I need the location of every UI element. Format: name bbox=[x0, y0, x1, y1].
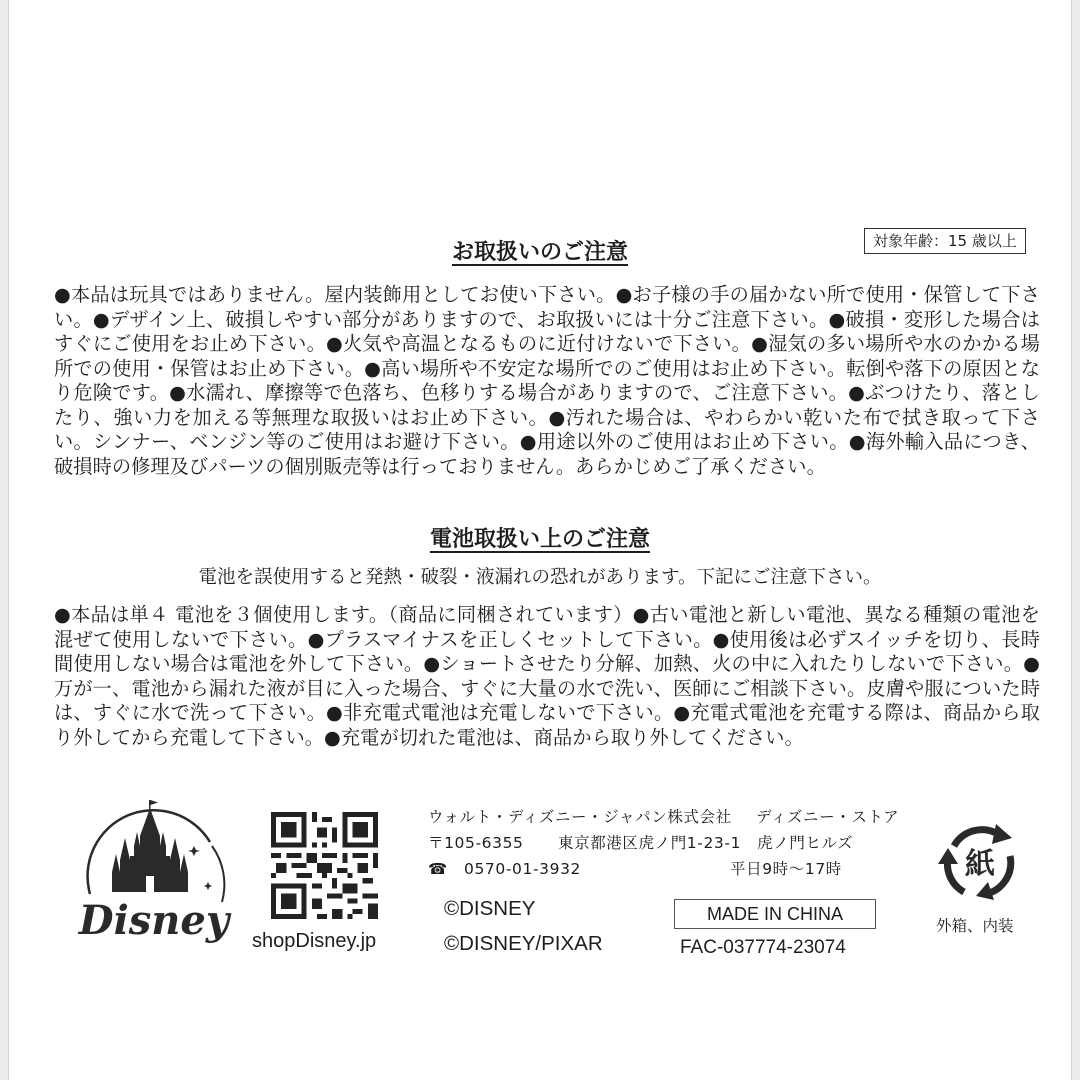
recycle-mark-text: 紙 bbox=[965, 847, 995, 882]
address-row bbox=[428, 830, 854, 856]
shop-url-link[interactable]: shopDisney.jp bbox=[252, 930, 377, 952]
qr-code-icon[interactable] bbox=[271, 812, 378, 919]
age-rating-badge: 対象年齢：15 歳以上 bbox=[864, 228, 1026, 254]
battery-lead: 電池を誤使用すると発熱・破裂・液漏れの恐れがあります。下記にご注意下さい。 bbox=[198, 567, 882, 588]
copyright-disney-pixar: ©DISNEY/PIXAR bbox=[444, 932, 603, 955]
handling-section-title bbox=[0, 239, 1080, 267]
address: 東京都港区虎ノ門1-23-1 虎ノ門ヒルズ bbox=[558, 834, 854, 852]
disney-castle-logo bbox=[72, 798, 238, 954]
paper-recycle-mark-icon bbox=[936, 820, 1024, 904]
store-name: ディズニー・ストア bbox=[756, 808, 900, 826]
phone-row bbox=[428, 856, 842, 882]
company-info bbox=[428, 804, 900, 882]
company-name: ウォルト・ディズニー・ジャパン株式会社 bbox=[428, 808, 732, 826]
made-in-label: MADE IN CHINA bbox=[674, 899, 876, 929]
handling-title-text: お取扱いのご注意 bbox=[451, 240, 628, 265]
business-hours: 平日9時～17時 bbox=[730, 860, 842, 878]
battery-section-title bbox=[0, 526, 1080, 554]
postal-code: 〒105-6355 bbox=[428, 834, 524, 852]
handling-notes: ●本品は玩具ではありません。屋内装飾用としてお使い下さい。●お子様の手の届かない所で使用・保管して下さい。●デザイン上、破損しやすい部分がありますので、お取扱いには十分ご注意下さい。●破損・変形した場合はすぐにご使用をお止め下さい。●火気や高温となるものに近付けないで下さい。●湿気の多い場所や水のかかる場所での使用・保管はお止め下さい。●高い場所や不安定な場所でのご使用はお止め下さい。転倒や落下の原因となり危険です。●水濡れ、摩擦等で色落ち、色移りする場合がありますので、ご注意下さい。●ぶつけたり、落としたり、強い力を加える等無理な取扱いはお止め下さい。●汚れた場合は、やわらかい乾いた布で拭き取って下さい。シンナー、ベンジン等のご使用はお避け下さい。●用途以外のご使用はお止め下さい。●海外輸入品につき、破損時の修理及びパーツの個別販売等は行っておりません。あらかじめご了承ください。 bbox=[54, 283, 1040, 478]
battery-notes: ●本品は単４ 電池を３個使用します。（商品に同梱されています）●古い電池と新しい電池、異なる種類の電池を混ぜて使用しないで下さい。●プラスマイナスを正しくセットして下さい。●使用後は必ずスイッチを切り、長時間使用しない場合は電池を外して下さい。●ショートさせたり分解、加熱、火の中に入れたりしないで下さい。●万が一、電池から漏れた液が目に入った場合、すぐに大量の水で洗い、医師にご相談下さい。皮膚や服についた時は、すぐに水で洗って下さい。●非充電式電池は充電しないで下さい。●充電式電池を充電する際は、商品から取り外してから充電して下さい。●充電が切れた電池は、商品から取り外してください。 bbox=[54, 603, 1040, 749]
disney-logo-text: Disney bbox=[78, 897, 230, 944]
fac-code: FAC-037774-23074 bbox=[680, 937, 846, 958]
phone-number: ☎ 0570-01-3932 bbox=[428, 860, 582, 878]
company-row bbox=[428, 804, 900, 830]
copyright-disney: ©DISNEY bbox=[444, 897, 536, 920]
battery-title-text: 電池取扱い上のご注意 bbox=[429, 527, 650, 552]
recycle-label: 外箱、内装 bbox=[936, 917, 1014, 935]
